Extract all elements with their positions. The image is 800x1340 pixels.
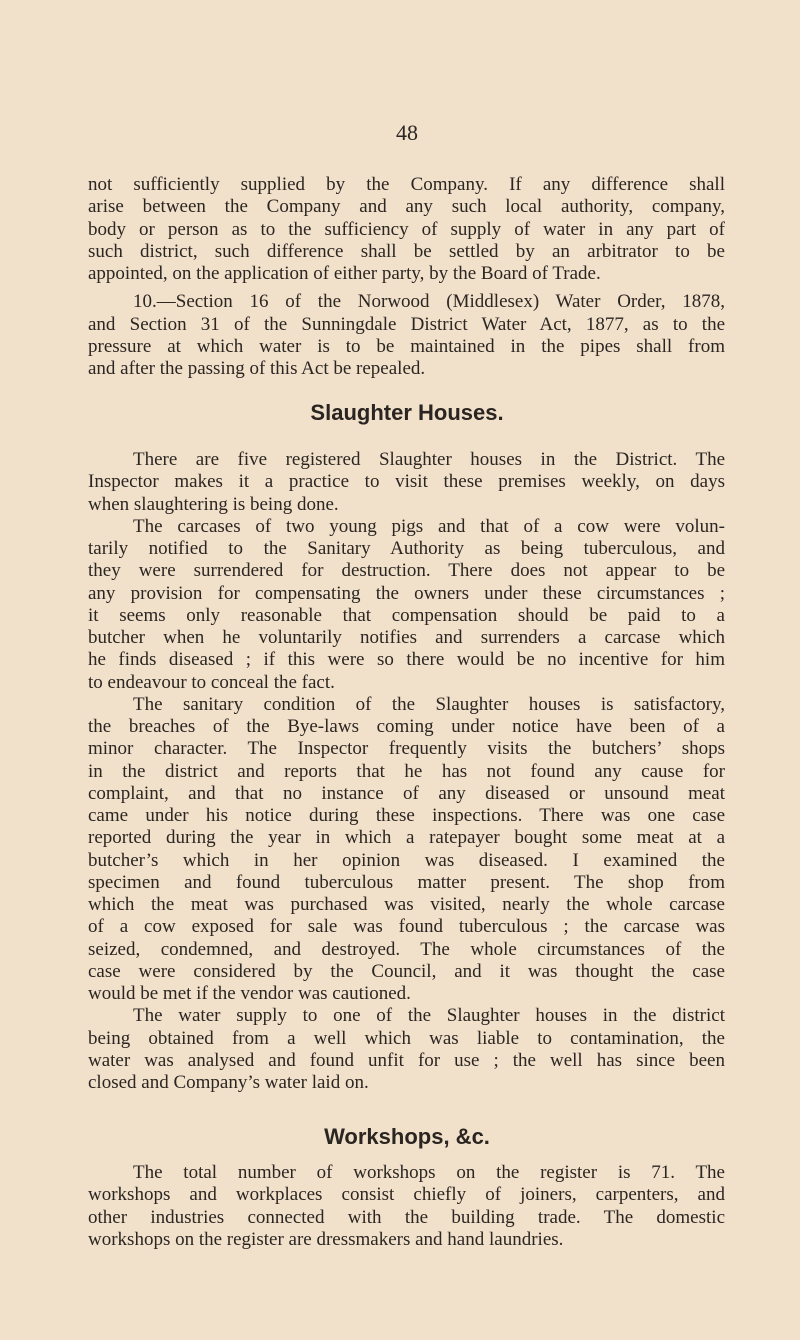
text-line: and after the passing of this Act be repealed. (88, 358, 426, 379)
text-line: Inspector makes it a practice to visit these premises weekly, on days (88, 471, 725, 493)
text-line: other industries connected with the building trade. The domestic (88, 1206, 725, 1228)
text-line: butcher when he voluntarily notifies and surrenders a carcase which (88, 627, 725, 648)
text-line: reported during the year in which a ratepayer bought some meat at a (88, 827, 725, 849)
text-line: appointed, on the application of either party, by the Board of Trade. (88, 263, 601, 284)
page-number: 48 (396, 120, 418, 145)
text-line: case were considered by the Council, and it was thought the case (88, 960, 725, 982)
text-line: when slaughtering is being done. (88, 493, 339, 515)
text-line: such district, such difference shall be settled by an arbitrator to be (88, 240, 725, 262)
text-line: it seems only reasonable that compensation should be paid to a (88, 604, 725, 626)
text-line: water was analysed and found unfit for use ; the well has since been (88, 1049, 725, 1071)
text-line: complaint, and that no instance of any diseased or unsound meat (88, 782, 725, 804)
text-line: the breaches of the Bye-laws coming under notice have been of a (88, 716, 725, 737)
text-line: closed and Company’s water laid on. (88, 1072, 369, 1093)
text-line: body or person as to the sufficiency of supply of water in any part of (88, 218, 725, 240)
text-line: The sanitary condition of the Slaughter houses is satisfactory, (133, 693, 725, 715)
text-line: any provision for compensating the owners under these circumstances ; (88, 582, 725, 604)
text-line: workshops on the register are dressmakers and hand laundries. (88, 1228, 564, 1250)
text-line: being obtained from a well which was liable to contamination, the (88, 1027, 725, 1049)
text-line: seized, condemned, and destroyed. The whole circumstances of the (88, 938, 725, 960)
text-line: The total number of workshops on the register is 71. The (133, 1162, 725, 1183)
text-line: not sufficiently supplied by the Company. If any difference shall (88, 174, 725, 195)
text-line: minor character. The Inspector frequently visits the butchers’ shops (88, 738, 725, 760)
text-line: came under his notice during these inspections. There was one case (88, 805, 725, 826)
section-heading-slaughter-houses: Slaughter Houses. (310, 400, 504, 425)
text-line: to endeavour to conceal the fact. (88, 671, 335, 693)
text-line: tarily notified to the Sanitary Authority as being tuberculous, and (88, 538, 725, 559)
text-line: which the meat was purchased was visited, nearly the whole carcase (88, 894, 725, 915)
text-line: would be met if the vendor was cautioned. (88, 983, 411, 1004)
text-line: workshops and workplaces consist chiefly of joiners, carpenters, and (88, 1184, 725, 1206)
text-line: pressure at which water is to be maintained in the pipes shall from (88, 335, 725, 357)
text-line: in the district and reports that he has not found any cause for (88, 760, 725, 782)
text-line: The carcases of two young pigs and that of a cow were volun- (133, 515, 725, 537)
text-line: of a cow exposed for sale was found tuberculous ; the carcase was (88, 916, 725, 938)
text-line: 10.—Section 16 of the Norwood (Middlesex) Water Order, 1878, (133, 291, 725, 313)
text-line: arise between the Company and any such local authority, company, (88, 196, 725, 218)
text-line: specimen and found tuberculous matter present. The shop from (88, 871, 725, 893)
text-line: they were surrendered for destruction. There does not appear to be (88, 560, 725, 582)
section-heading-workshops: Workshops, &c. (324, 1124, 490, 1149)
text-line: and Section 31 of the Sunningdale District Water Act, 1877, as to the (88, 313, 725, 335)
text-line: There are five registered Slaughter houses in the District. The (133, 449, 725, 470)
text-line: The water supply to one of the Slaughter houses in the district (133, 1005, 725, 1027)
text-line: he finds diseased ; if this were so there would be no incentive for him (88, 649, 725, 671)
text-line: butcher’s which in her opinion was diseased. I examined the (88, 849, 725, 871)
